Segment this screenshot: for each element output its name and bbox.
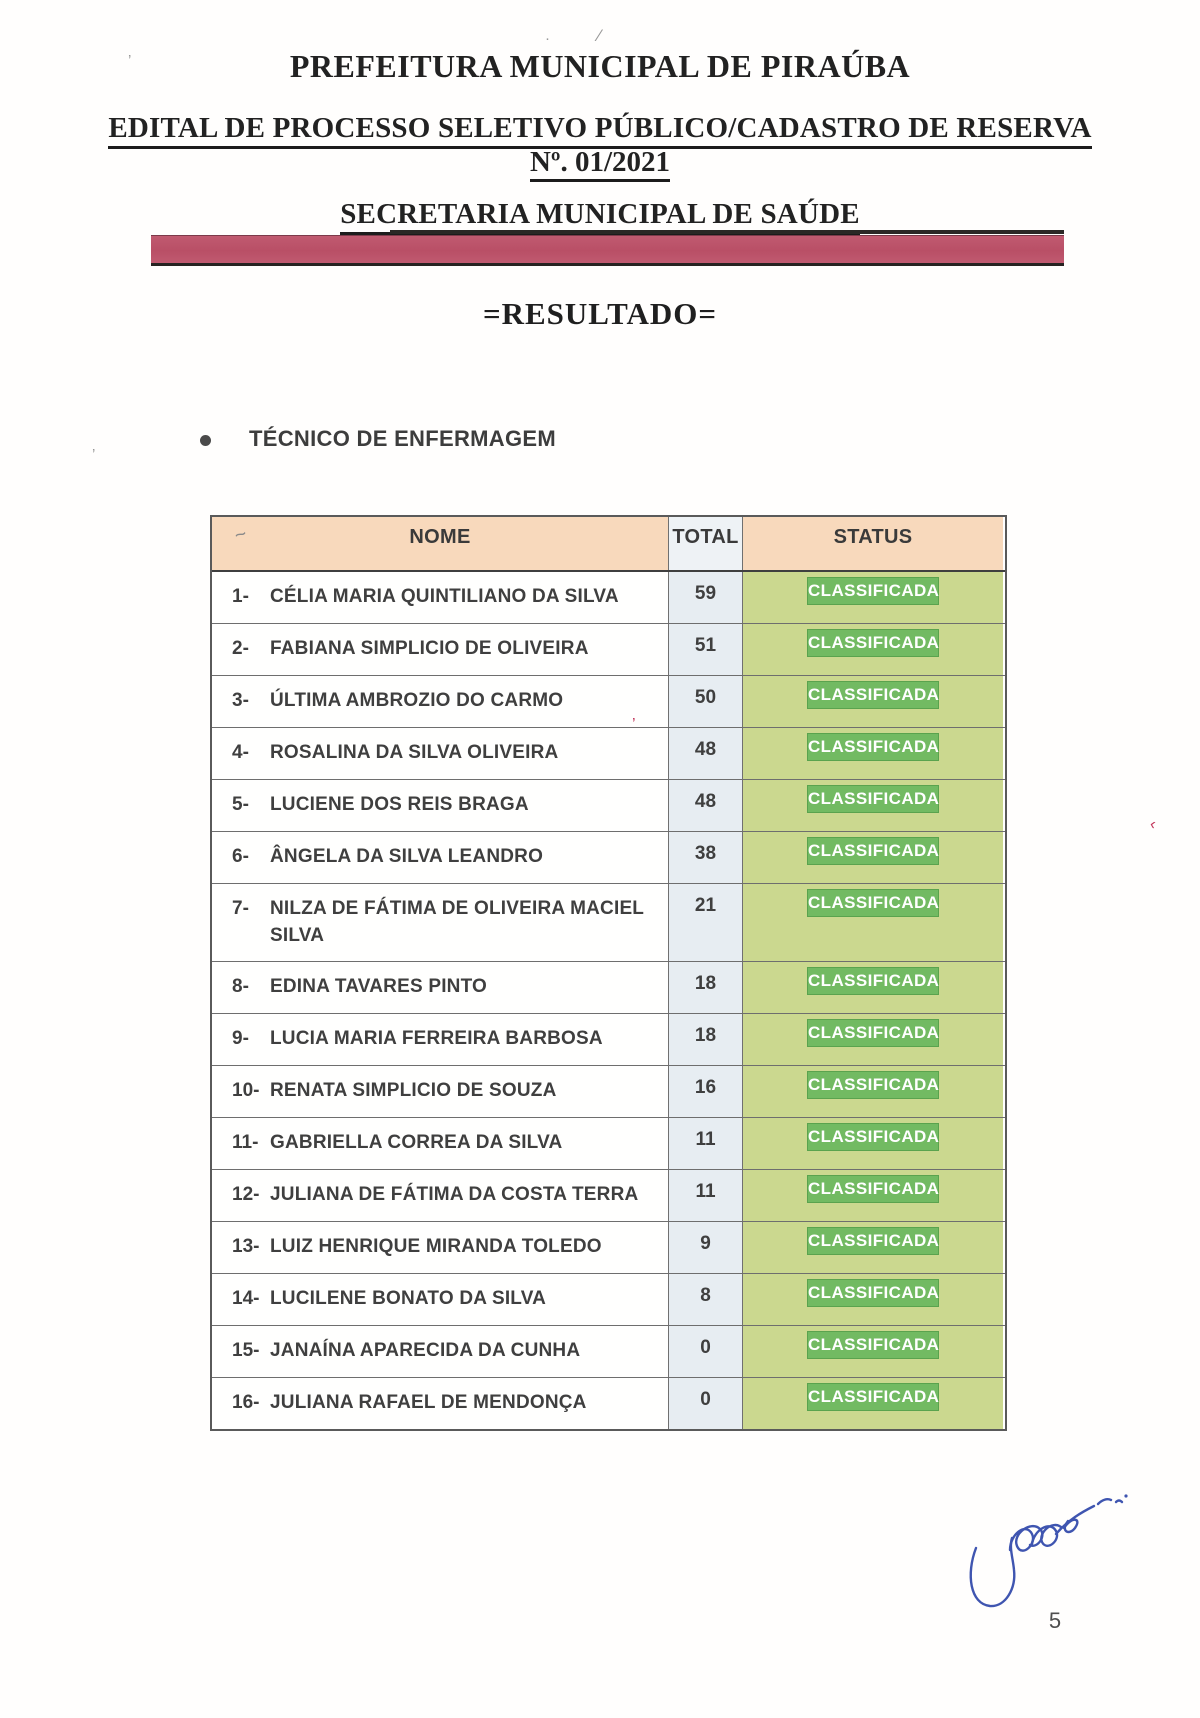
bullet-dot <box>200 435 211 446</box>
cell-nome <box>212 1066 668 1117</box>
cell-status <box>743 676 1003 727</box>
cell-total: 9 <box>668 1222 743 1273</box>
cell-total: 0 <box>668 1326 743 1377</box>
table-row <box>212 1065 1005 1117</box>
row-number: 3- <box>232 690 249 711</box>
cell-status <box>743 1222 1003 1273</box>
table-row <box>212 675 1005 727</box>
cell-total: 51 <box>668 624 743 675</box>
row-number: 14- <box>232 1288 260 1309</box>
candidate-name: ÂNGELA DA SILVA LEANDRO <box>270 846 544 867</box>
cell-status <box>743 884 1003 961</box>
cell-total: 50 <box>668 676 743 727</box>
cell-total: 11 <box>668 1170 743 1221</box>
red-banner-bar <box>151 235 1064 266</box>
candidate-name: EDINA TAVARES PINTO <box>270 976 488 997</box>
status-badge: CLASSIFICADA <box>807 967 939 995</box>
candidate-name: JULIANA DE FÁTIMA DA COSTA TERRA <box>270 1184 639 1205</box>
candidate-name: JANAÍNA APARECIDA DA CUNHA <box>270 1340 581 1361</box>
cell-nome <box>212 1170 668 1221</box>
status-badge: CLASSIFICADA <box>807 1279 939 1307</box>
status-badge: CLASSIFICADA <box>807 629 939 657</box>
cell-nome <box>212 572 668 623</box>
cell-nome <box>212 1326 668 1377</box>
row-number: 7- <box>232 898 249 919</box>
table-row <box>212 1117 1005 1169</box>
scan-mark: ’ <box>128 52 132 69</box>
table-row <box>212 623 1005 675</box>
candidate-name: LUCIA MARIA FERREIRA BARBOSA <box>270 1028 603 1049</box>
cell-status <box>743 780 1003 831</box>
scan-mark-red: ‹ <box>1148 815 1158 834</box>
table-row <box>212 1325 1005 1377</box>
cell-total: 16 <box>668 1066 743 1117</box>
cell-status <box>743 1170 1003 1221</box>
cell-total: 8 <box>668 1274 743 1325</box>
cell-status <box>743 572 1003 623</box>
table-row <box>212 1013 1005 1065</box>
edital-number: Nº. 01/2021 <box>530 146 670 182</box>
cell-status <box>743 728 1003 779</box>
candidate-name: LUIZ HENRIQUE MIRANDA TOLEDO <box>270 1236 602 1257</box>
cell-nome <box>212 780 668 831</box>
table-row <box>212 727 1005 779</box>
cell-nome <box>212 728 668 779</box>
status-badge: CLASSIFICADA <box>807 837 939 865</box>
table-row <box>212 883 1005 961</box>
cell-status <box>743 1274 1003 1325</box>
banner-top-rule <box>390 230 1064 234</box>
scan-mark: ’ <box>92 446 96 463</box>
cell-status <box>743 1326 1003 1377</box>
column-header-status: STATUS <box>743 517 1003 570</box>
row-number: 5- <box>232 794 249 815</box>
row-number: 6- <box>232 846 249 867</box>
row-number: 12- <box>232 1184 260 1205</box>
page-number: 5 <box>1048 1608 1062 1633</box>
table-row <box>212 1169 1005 1221</box>
cell-status <box>743 1014 1003 1065</box>
status-badge: CLASSIFICADA <box>807 1123 939 1151</box>
table-row <box>212 1273 1005 1325</box>
table-row <box>212 1377 1005 1429</box>
row-number: 9- <box>232 1028 249 1049</box>
candidate-name: FABIANA SIMPLICIO DE OLIVEIRA <box>270 638 589 659</box>
edital-heading: EDITAL DE PROCESSO SELETIVO PÚBLICO/CADASTRO DE RESERVA <box>108 112 1091 149</box>
scan-mark: ⁄ <box>598 26 601 45</box>
results-table <box>210 515 1007 1431</box>
row-number: 10- <box>232 1080 260 1101</box>
scan-mark: · <box>545 30 550 47</box>
table-header-row <box>212 517 1005 572</box>
candidate-name: CÉLIA MARIA QUINTILIANO DA SILVA <box>270 586 619 607</box>
cell-nome <box>212 962 668 1013</box>
cell-total: 48 <box>668 728 743 779</box>
status-badge: CLASSIFICADA <box>807 889 939 917</box>
cell-total: 48 <box>668 780 743 831</box>
status-badge: CLASSIFICADA <box>807 577 939 605</box>
candidate-name: ÚLTIMA AMBROZIO DO CARMO <box>270 690 564 711</box>
status-badge: CLASSIFICADA <box>807 733 939 761</box>
job-title-label: TÉCNICO DE ENFERMAGEM <box>249 426 556 451</box>
candidate-name: NILZA DE FÁTIMA DE OLIVEIRA MACIEL SILVA <box>270 898 644 946</box>
status-badge: CLASSIFICADA <box>807 1071 939 1099</box>
row-number: 13- <box>232 1236 260 1257</box>
cell-total: 18 <box>668 1014 743 1065</box>
status-badge: CLASSIFICADA <box>807 1383 939 1411</box>
table-row <box>212 831 1005 883</box>
row-number: 1- <box>232 586 249 607</box>
cell-total: 38 <box>668 832 743 883</box>
department-heading: SECRETARIA MUNICIPAL DE SAÚDE <box>340 198 860 235</box>
cell-nome <box>212 884 668 961</box>
status-badge: CLASSIFICADA <box>807 1227 939 1255</box>
candidate-name: LUCILENE BONATO DA SILVA <box>270 1288 547 1309</box>
cell-nome <box>212 624 668 675</box>
candidate-name: ROSALINA DA SILVA OLIVEIRA <box>270 742 559 763</box>
result-heading: =RESULTADO= <box>482 296 718 331</box>
status-badge: CLASSIFICADA <box>807 1331 939 1359</box>
cell-total: 11 <box>668 1118 743 1169</box>
status-badge: CLASSIFICADA <box>807 785 939 813</box>
scan-smudge-tilde: ~ <box>231 522 250 548</box>
cell-nome <box>212 1378 668 1429</box>
cell-status <box>743 624 1003 675</box>
cell-nome <box>212 1222 668 1273</box>
signature-scribble <box>960 1488 1136 1622</box>
candidate-name: JULIANA RAFAEL DE MENDONÇA <box>270 1392 587 1413</box>
cell-status <box>743 1118 1003 1169</box>
candidate-name: GABRIELLA CORREA DA SILVA <box>270 1132 563 1153</box>
table-row <box>212 961 1005 1013</box>
cell-total: 21 <box>668 884 743 961</box>
job-section <box>200 426 556 452</box>
candidate-name: LUCIENE DOS REIS BRAGA <box>270 794 529 815</box>
column-header-total: TOTAL <box>668 517 743 570</box>
cell-status <box>743 832 1003 883</box>
cell-status <box>743 1378 1003 1429</box>
status-badge: CLASSIFICADA <box>807 681 939 709</box>
cell-total: 18 <box>668 962 743 1013</box>
cell-total: 0 <box>668 1378 743 1429</box>
status-badge: CLASSIFICADA <box>807 1019 939 1047</box>
row-number: 16- <box>232 1392 260 1413</box>
cell-nome <box>212 1274 668 1325</box>
page-title: PREFEITURA MUNICIPAL DE PIRAÚBA <box>289 48 911 84</box>
table-row <box>212 779 1005 831</box>
table-body <box>212 572 1005 1429</box>
row-number: 4- <box>232 742 249 763</box>
row-number: 8- <box>232 976 249 997</box>
status-badge: CLASSIFICADA <box>807 1175 939 1203</box>
cell-total: 59 <box>668 572 743 623</box>
row-number: 15- <box>232 1340 260 1361</box>
cell-nome <box>212 1014 668 1065</box>
cell-status <box>743 1066 1003 1117</box>
column-header-nome: NOME <box>212 517 668 570</box>
table-row <box>212 1221 1005 1273</box>
candidate-name: RENATA SIMPLICIO DE SOUZA <box>270 1080 557 1101</box>
cell-status <box>743 962 1003 1013</box>
row-number: 11- <box>232 1132 259 1153</box>
table-row <box>212 572 1005 623</box>
scan-mark-red: ’ <box>632 716 636 733</box>
cell-nome <box>212 676 668 727</box>
row-number: 2- <box>232 638 249 659</box>
cell-nome <box>212 1118 668 1169</box>
cell-nome <box>212 832 668 883</box>
